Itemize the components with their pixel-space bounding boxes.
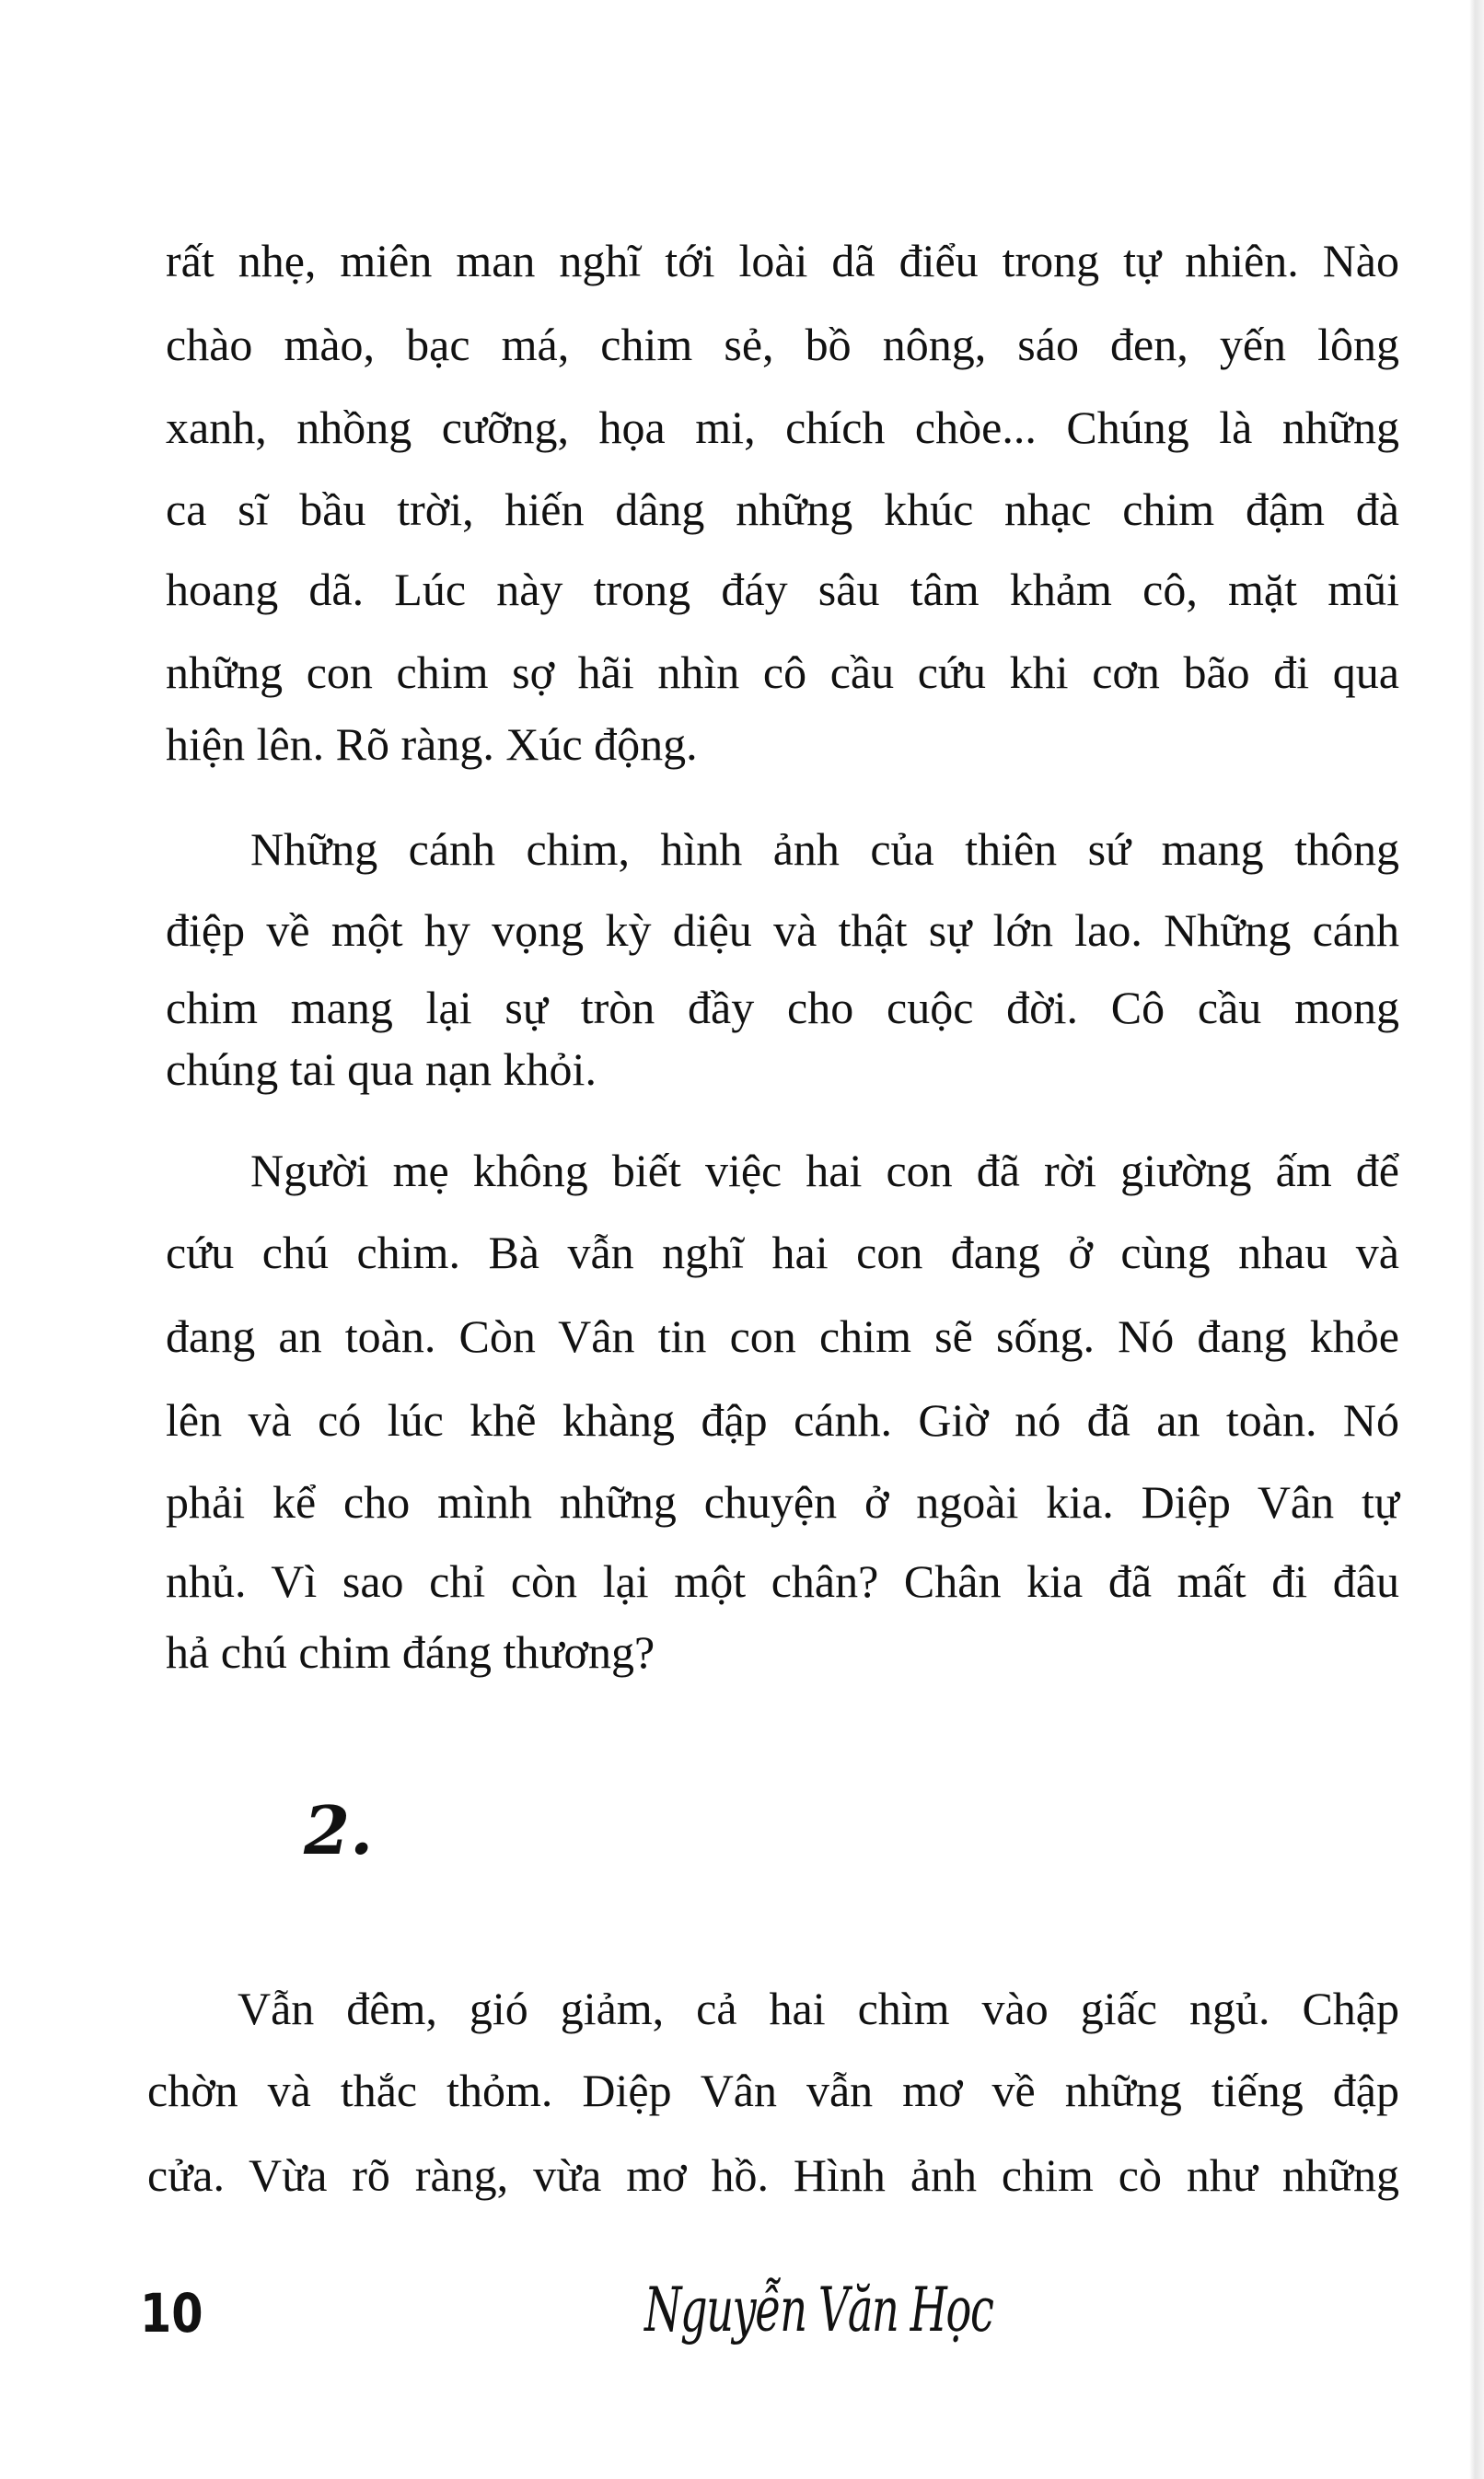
text-line: phải kể cho mình những chuyện ở ngoài kia. Diệp Vân tự: [166, 1476, 1399, 1528]
text-line: chúng tai qua nạn khỏi.: [166, 1043, 597, 1095]
text-line: chào mào, bạc má, chim sẻ, bồ nông, sáo đen, yến lông: [166, 319, 1399, 370]
text-line: Người mẹ không biết việc hai con đã rời giường ấm để: [250, 1145, 1399, 1196]
text-line: chờn và thắc thỏm. Diệp Vân vẫn mơ về những tiếng đập: [147, 2065, 1399, 2116]
text-line: hả chú chim đáng thương?: [166, 1626, 655, 1678]
text-line: những con chim sợ hãi nhìn cô cầu cứu khi cơn bão đi qua: [166, 646, 1399, 698]
text-line: Những cánh chim, hình ảnh của thiên sứ mang thông: [250, 823, 1399, 875]
text-line: điệp về một hy vọng kỳ diệu và thật sự lớn lao. Những cánh: [166, 904, 1399, 956]
text-line: hiện lên. Rõ ràng. Xúc động.: [166, 718, 698, 770]
text-line: xanh, nhồng cưỡng, họa mi, chích chòe... Chúng là những: [166, 402, 1399, 453]
section-heading: 2.: [304, 1791, 374, 1869]
page-edge: [1469, 0, 1484, 2479]
text-line: chim mang lại sự tròn đầy cho cuộc đời. Cô cầu mong: [166, 982, 1399, 1033]
text-line: đang an toàn. Còn Vân tin con chim sẽ sống. Nó đang khỏe: [166, 1310, 1399, 1362]
text-line: cửa. Vừa rõ ràng, vừa mơ hồ. Hình ảnh chim cò như những: [147, 2149, 1399, 2201]
author-name: Nguyễn Văn Học: [644, 2275, 993, 2345]
text-line: cứu chú chim. Bà vẫn nghĩ hai con đang ở cùng nhau và: [166, 1227, 1399, 1278]
text-line: ca sĩ bầu trời, hiến dâng những khúc nhạc chim đậm đà: [166, 483, 1399, 535]
page-number: 10: [140, 2282, 203, 2345]
text-line: rất nhẹ, miên man nghĩ tới loài dã điểu trong tự nhiên. Nào: [166, 235, 1399, 286]
text-line: nhủ. Vì sao chỉ còn lại một chân? Chân kia đã mất đi đâu: [166, 1555, 1399, 1607]
text-line: lên và có lúc khẽ khàng đập cánh. Giờ nó đã an toàn. Nó: [166, 1394, 1399, 1446]
text-line: Vẫn đêm, gió giảm, cả hai chìm vào giấc ngủ. Chập: [238, 1983, 1399, 2034]
text-line: hoang dã. Lúc này trong đáy sâu tâm khảm cô, mặt mũi: [166, 564, 1399, 615]
